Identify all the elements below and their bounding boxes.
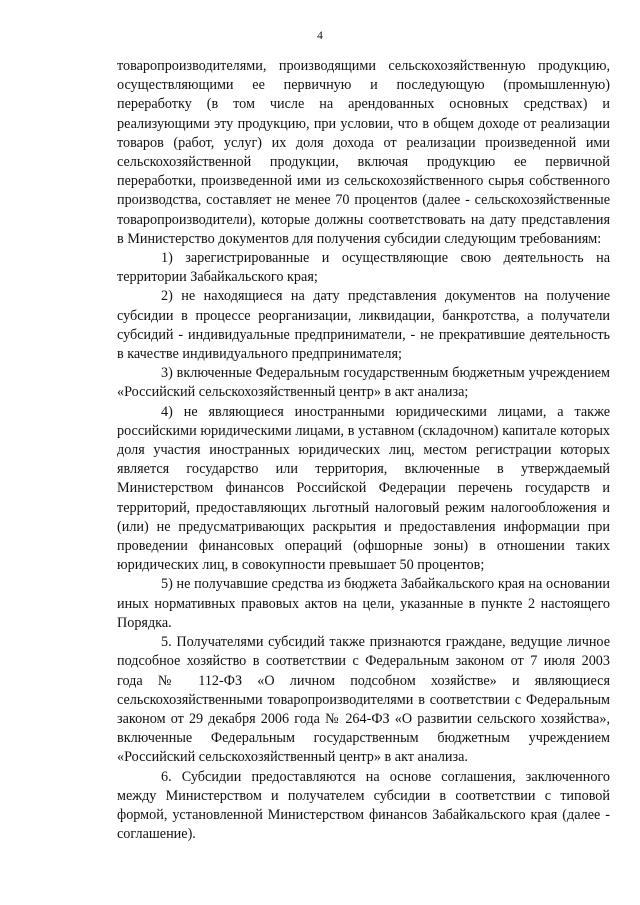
document-body — [117, 57, 610, 844]
requirement-5: 5) не получавшие средства из бюджета Забайкальского края на основании иных нормативных правовых актов на цели, указанные в пункте 2 настоящего Порядка. — [117, 576, 610, 631]
requirement-2: 2) не находящиеся на дату представления документов на получение субсидии в процессе реорганизации, ликвидации, банкротства, а получатели субсидий - индивидуальные предприниматели, - не прекратившие деятельность в качестве индивидуального предпринимателя; — [117, 288, 610, 363]
requirement-3: 3) включенные Федеральным государственным бюджетным учреждением «Российский сельскохозяйственный центр» в акт анализа; — [117, 365, 610, 401]
section-6: 6. Субсидии предоставляются на основе соглашения, заключенного между Министерством и получателем субсидии в соответствии с типовой формой, установленной Министерством финансов Забайкальского края (далее - соглашение). — [117, 768, 610, 843]
section-5: 5. Получателями субсидий также признаются граждане, ведущие личное подсобное хозяйство в соответствии с Федеральным законом от 7 июля 2003 года № 112-ФЗ «О личном подсобном хозяйстве» и являющиеся сельскохозяйственными товаропроизводителями в соответствии с Федеральным законом от 29 декабря 2006 года № 264-ФЗ «О развитии сельского хозяйства», включенные Федеральным государственным бюджетным учреждением «Российский сельскохозяйственный центр» в акт анализа. — [117, 634, 610, 766]
requirement-4: 4) не являющиеся иностранными юридическими лицами, а также российскими юридическими лицами, в уставном (складочном) капитале которых доля участия иностранных юридических лиц, местом регистрации которых является государство или территория, включенные в утверждаемый Министерством финансов Российской Федерации перечень государств и территорий, предоставляющих льготный налоговый режим налогообложения и (или) не предусматривающих раскрытия и предоставления информации при проведении финансовых операций (офшорные зоны) в отношении таких юридических лиц, в совокупности превышает 50 процентов; — [117, 403, 610, 574]
requirement-1: 1) зарегистрированные и осуществляющие свою деятельность на территории Забайкальского края; — [117, 250, 610, 286]
page-number: 4 — [317, 30, 323, 42]
intro-paragraph: товаропроизводителями, производящими сельскохозяйственную продукцию, осуществляющими ее первичную и последующую (промышленную) переработку (в том числе на арендованных основных средствах) и реализующими эту продукцию, при условии, что в общем доходе от реализации товаров (работ, услуг) их доля дохода от реализации произведенной ими сельскохозяйственной продукции, включая продукцию ее первичной переработки, произведенной ими из сельскохозяйственного сырья собственного производства, составляет не менее 70 процентов (далее - сельскохозяйственные товаропроизводители), которые должны соответствовать на дату представления в Министерство документов для получения субсидии следующим требованиям: — [117, 58, 610, 247]
